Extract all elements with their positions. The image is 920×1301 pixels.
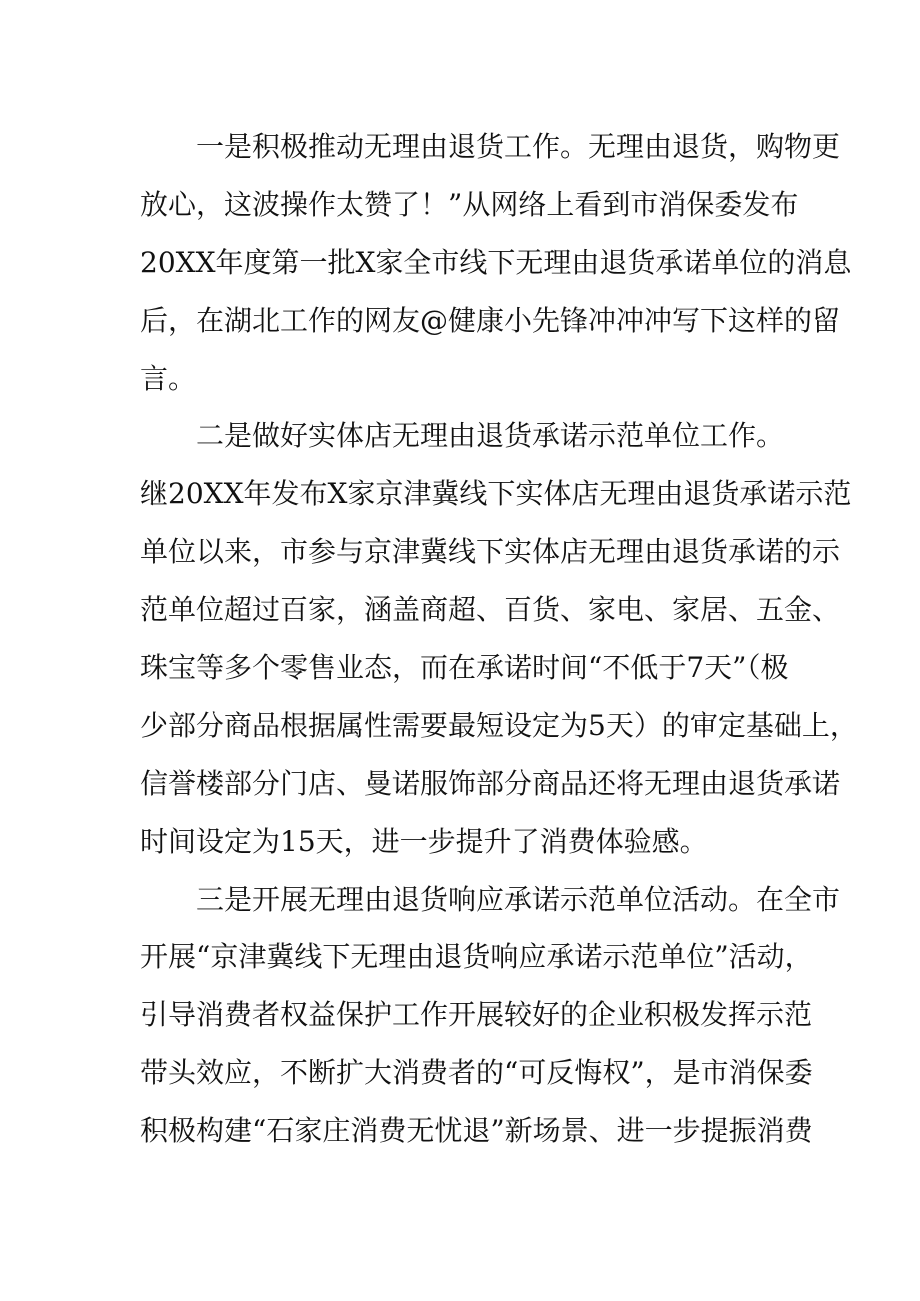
text-line: 少部分商品根据属性需要最短设定为5天）的审定基础上， [140,708,858,742]
text-line: 积极构建“石家庄消费无忧退”新场景、进一步提振消费 [140,1114,813,1148]
paragraph-3 [140,871,841,1160]
text-line: 开展“京津冀线下无理由退货响应承诺示范单位”活动， [140,940,813,974]
text-line: 珠宝等多个零售业态，而在承诺时间“不低于7天”（极 [140,651,789,685]
text-line: 一是积极推动无理由退货工作。无理由退货，购物更 [196,130,841,163]
text-line: 时间设定为15天，进一步提升了消费体验感。 [140,824,708,858]
text-line: 范单位超过百家，涵盖商超、百货、家电、家居、五金、 [140,593,841,627]
text-line: 继20XX年发布X家京津冀线下实体店无理由退货承诺示范 [140,477,852,511]
text-line: 带头效应，不断扩大消费者的“可反悔权”，是市消保委 [140,1056,813,1090]
text-line: 20XX年度第一批X家全市线下无理由退货承诺单位的消息 [140,245,852,279]
paragraph-2 [140,407,858,870]
text-line: 言。 [140,361,197,395]
text-line: 信誉楼部分门店、曼诺服饰部分商品还将无理由退货承诺 [140,766,841,800]
body-text [140,118,858,1160]
text-line: 后，在湖北工作的网友@健康小先锋冲冲冲写下这样的留 [140,303,841,337]
text-line: 二是做好实体店无理由退货承诺示范单位工作。 [196,419,785,453]
text-line: 单位以来，市参与京津冀线下实体店无理由退货承诺的示 [140,535,841,569]
text-line: 放心，这波操作太赞了！”从网络上看到市消保委发布 [140,187,799,221]
text-line: 三是开展无理由退货响应承诺示范单位活动。在全市 [196,882,841,916]
text-line: 引导消费者权益保护工作开展较好的企业积极发挥示范 [140,998,813,1032]
paragraph-1 [140,118,852,407]
